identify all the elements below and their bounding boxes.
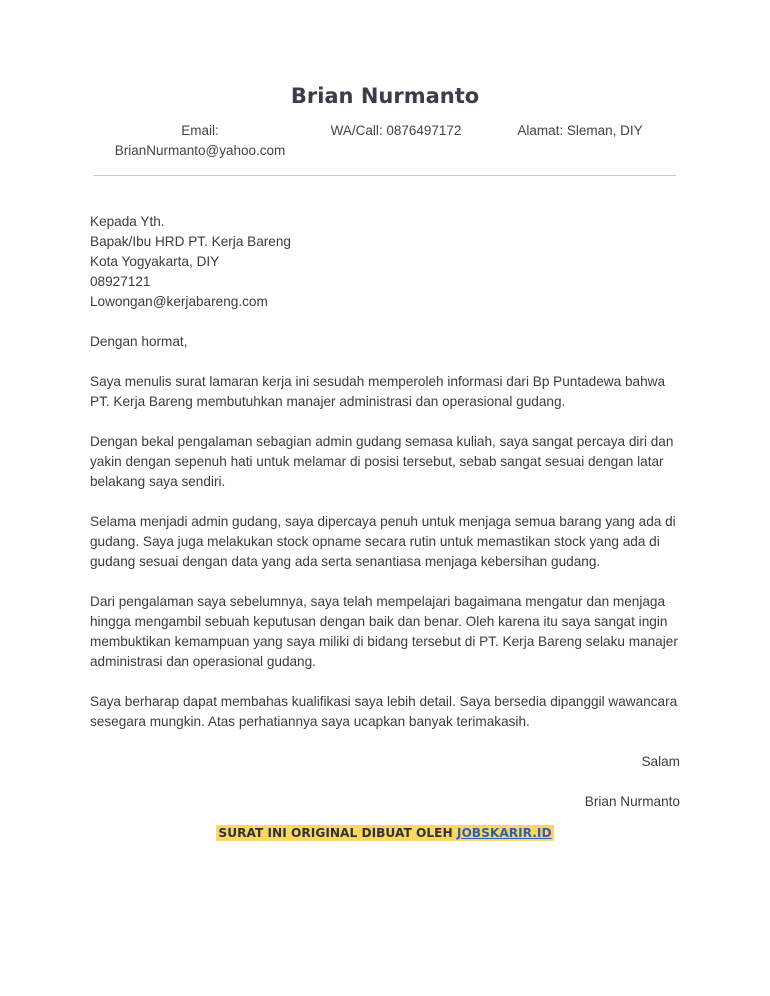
paragraph-line: gudang sesuai dengan data yang ada serta senantiasa menjaga kebersihan gudang. [90, 554, 601, 569]
paragraph-line: Saya berharap dapat membahas kualifikasi saya lebih detail. Saya bersedia dipanggil wawancara [90, 694, 678, 709]
recipient-line: 08927121 [90, 274, 151, 289]
paragraph [90, 512, 680, 572]
paragraph [90, 692, 680, 732]
paragraph-line: Dengan bekal pengalaman sebagian admin gudang semasa kuliah, saya sangat percaya diri dan [90, 434, 674, 449]
paragraph [90, 592, 680, 672]
paragraph-line: Saya menulis surat lamaran kerja ini sesudah memperoleh informasi dari Bp Puntadewa bahwa [90, 374, 666, 389]
header-divider [94, 175, 676, 176]
recipient-line: Lowongan@kerjabareng.com [90, 294, 268, 309]
contact-email [98, 121, 302, 161]
email-label: Email: [181, 123, 219, 138]
recipient-line: Bapak/Ibu HRD PT. Kerja Bareng [90, 234, 291, 249]
paragraph-line: Selama menjadi admin gudang, saya dipercaya penuh untuk menjaga semua barang yang ada di [90, 514, 676, 529]
footer-prefix: SURAT INI ORIGINAL DIBUAT OLEH [218, 826, 457, 840]
contact-phone: WA/Call: 0876497172 [330, 123, 462, 138]
letter-body [90, 212, 680, 812]
paragraph-line: gudang. Saya juga melakukan stock opname secara rutin untuk memastikan stock yang ada di [90, 534, 660, 549]
footer-banner [216, 825, 553, 841]
recipient-line: Kepada Yth. [90, 214, 165, 229]
email-value: BrianNurmanto@yahoo.com [114, 143, 286, 158]
paragraph-line: administrasi dan operasional gudang. [90, 654, 316, 669]
jobskarir-link[interactable]: JOBSKARIR.ID [456, 826, 552, 840]
paragraph-line: PT. Kerja Bareng membutuhkan manajer administrasi dan operasional gudang. [90, 394, 566, 409]
contact-address: Alamat: Sleman, DIY [517, 123, 643, 138]
paragraph-line: belakang saya sendiri. [90, 474, 226, 489]
closing: Salam [641, 754, 680, 769]
paragraph [90, 372, 680, 412]
paragraph-line: Dari pengalaman saya sebelumnya, saya telah mempelajari bagaimana mengatur dan menjaga [90, 594, 666, 609]
paragraph [90, 432, 680, 492]
footer [0, 824, 770, 842]
paragraph-line: membuktikan kemampuan yang saya miliki di bidang tersebut di PT. Kerja Bareng selaku manajer [90, 634, 678, 649]
paragraph-line: sesegara mungkin. Atas perhatiannya saya ucapkan banyak terimakasih. [90, 714, 530, 729]
recipient-block [90, 212, 680, 312]
recipient-line: Kota Yogyakarta, DIY [90, 254, 220, 269]
signature: Brian Nurmanto [584, 794, 680, 809]
paragraph-line: hingga mengambil sebuah keputusan dengan baik dan benar. Oleh karena itu saya sangat ingin [90, 614, 668, 629]
paragraph-line: yakin dengan sepenuh hati untuk melamar di posisi tersebut, sebab sangat sesuai dengan latar [90, 454, 664, 469]
sender-name: Brian Nurmanto [290, 84, 480, 108]
greeting: Dengan hormat, [90, 334, 188, 349]
